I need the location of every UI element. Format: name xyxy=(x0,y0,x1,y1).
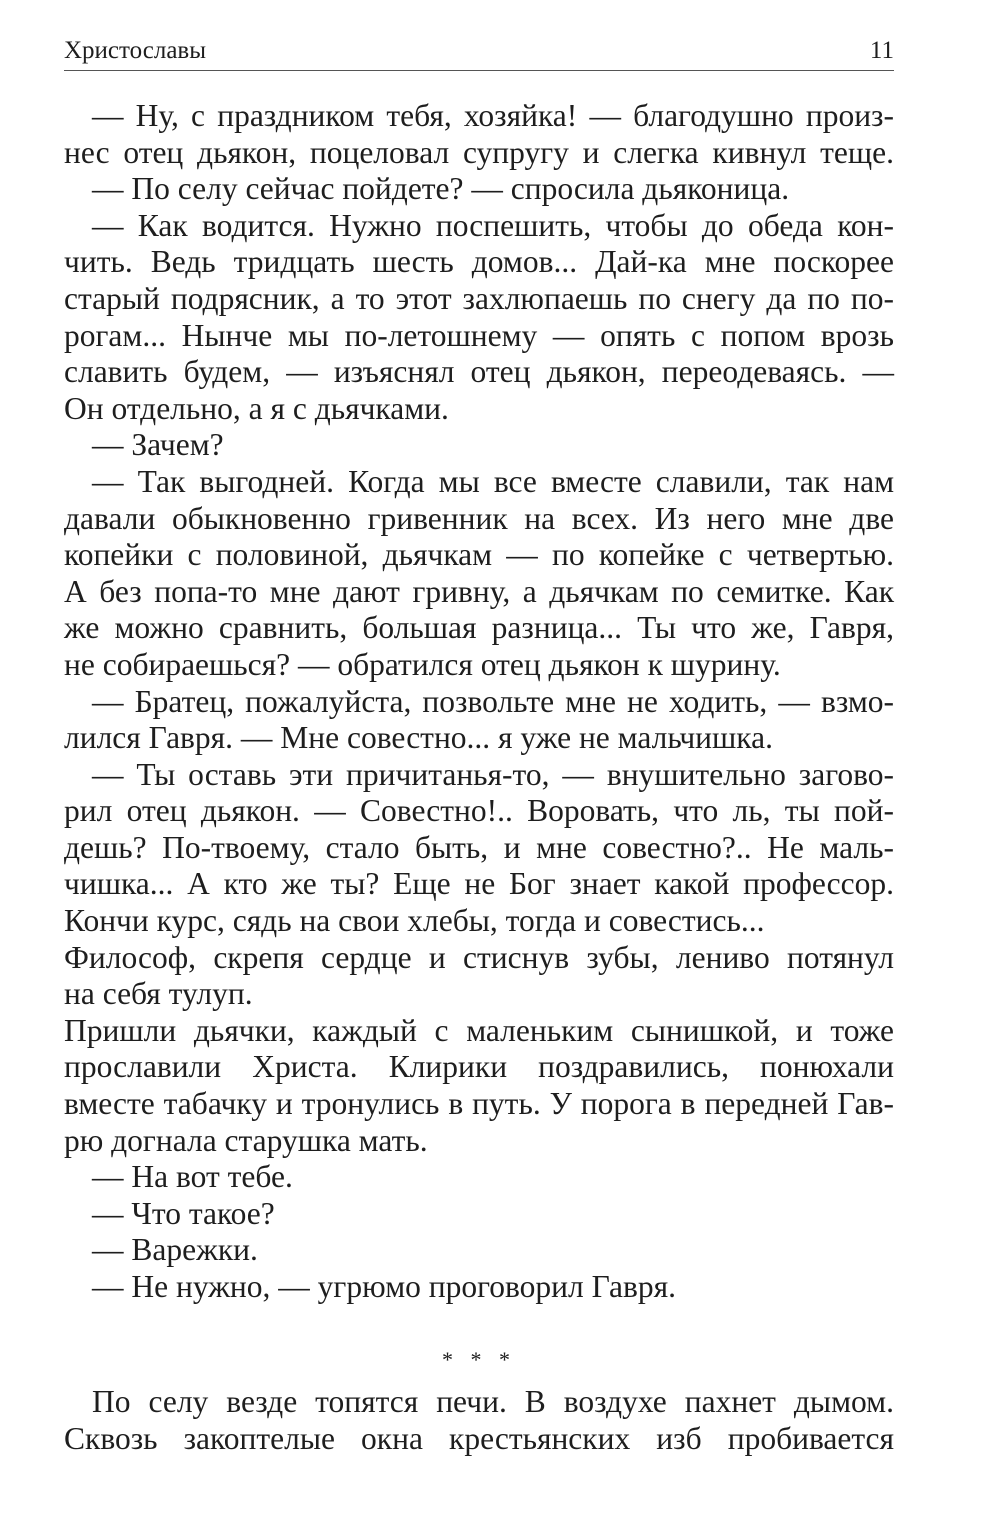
text-line: чить. Ведь тридцать шесть домов... Дай-ка мне поскорее xyxy=(64,244,894,280)
text-line: Кончи курс, сядь на свои хлебы, тогда и совестись... xyxy=(64,903,765,939)
text-line: рю догнала старушка мать. xyxy=(64,1122,428,1158)
text-line: — По селу сейчас пойдете? — спросила дьяконица. xyxy=(92,171,790,207)
text-line: — Зачем? xyxy=(92,427,224,463)
text-line: — Варежки. xyxy=(92,1232,258,1268)
text-line: А без попа-то мне дают гривну, а дьячкам по семитке. Как xyxy=(64,573,894,609)
blank-space xyxy=(64,1306,894,1342)
text-line: — Братец, пожалуйста, позвольте мне не ходить, — взмо- xyxy=(92,683,894,719)
text-line: Пришли дьячки, каждый с маленьким сынишкой, и тоже xyxy=(64,1012,894,1048)
body-text xyxy=(64,98,894,1457)
text-line: рогам... Нынче мы по-летошнему — опять с попом врозь xyxy=(64,317,894,353)
text-line: — Ну, с праздником тебя, хозяйка! — благодушно произ- xyxy=(92,98,894,133)
text-line: Философ, скрепя сердце и стиснув зубы, лениво потянул xyxy=(64,939,894,975)
text-line: дешь? По-твоему, стало быть, и мне совестно?.. Не маль- xyxy=(64,829,894,865)
text-line: Он отдельно, а я с дьячками. xyxy=(64,390,449,426)
running-title: Христославы xyxy=(64,37,207,64)
text-block-before-separator xyxy=(64,98,894,1306)
text-line: старый подрясник, а то этот захлюпаешь по снегу да по по- xyxy=(64,280,894,316)
text-line: же можно сравнить, большая разница... Ты что же, Гавря, xyxy=(64,610,894,646)
page-number: 11 xyxy=(869,37,894,64)
text-line: славить будем, — изъяснял отец дьякон, переодеваясь. — xyxy=(64,354,894,390)
text-line: — Как водится. Нужно поспешить, чтобы до обеда кон- xyxy=(92,207,894,243)
text-line: — Что такое? xyxy=(92,1195,275,1231)
text-line: рил отец дьякон. — Совестно!.. Воровать, что ль, ты пой- xyxy=(64,793,894,829)
text-line: нес отец дьякон, поцеловал супругу и слегка кивнул теще. xyxy=(64,134,894,170)
running-header xyxy=(64,37,894,71)
text-line: давали обыкновенно гривенник на всех. Из него мне две xyxy=(64,500,894,536)
text-line: на себя тулуп. xyxy=(64,976,253,1012)
text-line: прославили Христа. Клирики поздравились, понюхали xyxy=(64,1049,894,1085)
text-line: чишка... А кто же ты? Еще не Бог знает какой профессор. xyxy=(64,866,894,902)
text-line: копейки с половиной, дьячкам — по копейке с четвертью. xyxy=(64,537,894,573)
text-line: — Так выгодней. Когда мы все вместе славили, так нам xyxy=(92,463,894,499)
text-line: не собираешься? — обратился отец дьякон к шурину. xyxy=(64,646,781,682)
text-line: вместе табачку и тронулись в путь. У порога в передней Гав- xyxy=(64,1086,894,1122)
section-separator: * * * xyxy=(442,1346,516,1372)
text-line: Сквозь закоптелые окна крестьянских изб пробивается xyxy=(64,1420,894,1456)
text-block-after-separator xyxy=(64,1384,894,1457)
text-line: лился Гавря. — Мне совестно... я уже не мальчишка. xyxy=(64,720,773,756)
text-line: — Не нужно, — угрюмо проговорил Гавря. xyxy=(92,1269,677,1304)
text-line: — На вот тебе. xyxy=(92,1159,293,1195)
text-line: По селу везде топятся печи. В воздухе пахнет дымом. xyxy=(92,1384,894,1420)
text-line: — Ты оставь эти причитанья-то, — внушительно загово- xyxy=(92,756,894,792)
